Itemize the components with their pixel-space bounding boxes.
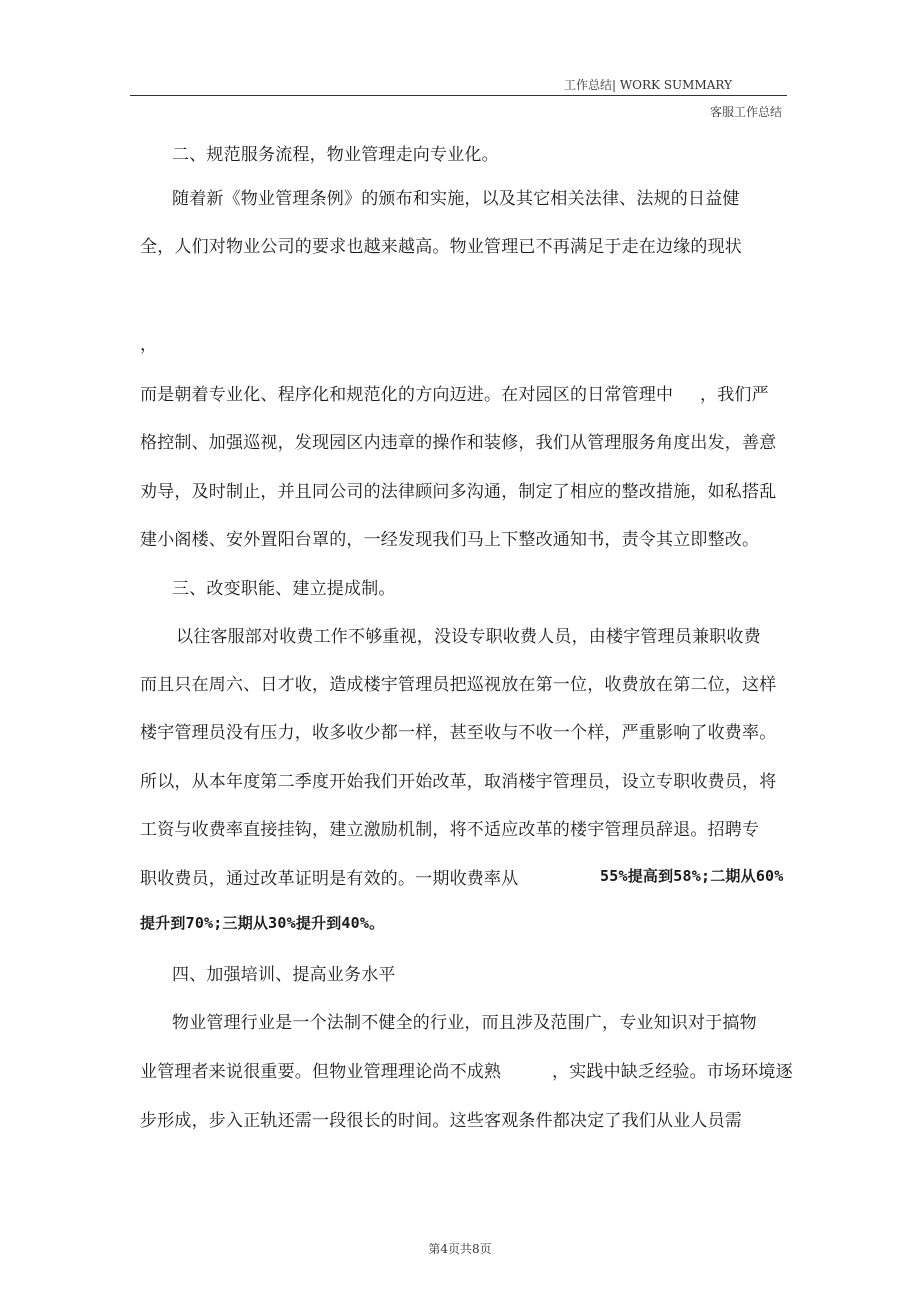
collection-rate-figures: 55%提高到58%;二期从60% xyxy=(600,867,784,885)
header-divider xyxy=(130,95,787,96)
header-title: 工作总结 xyxy=(563,78,612,92)
paragraph-line: 格控制、加强巡视，发现园区内违章的操作和装修，我们从管理服务角度出发，善意 xyxy=(140,433,777,453)
header-separator: | xyxy=(611,78,617,92)
header-title-en: WORK SUMMARY xyxy=(619,78,732,92)
section-heading-3: 三、改变职能、建立提成制。 xyxy=(172,579,396,599)
paragraph-line: 工资与收费率直接挂钩，建立激励机制，将不适应改革的楼宇管理员辞退。招聘专 xyxy=(140,820,760,840)
paragraph-line: ， xyxy=(140,335,158,355)
header-subtitle: 客服工作总结 xyxy=(709,105,782,119)
paragraph-line: ，我们严 xyxy=(700,385,769,405)
paragraph-line: 物业管理行业是一个法制不健全的行业，而且涉及范围广，专业知识对于搞物 xyxy=(172,1013,757,1033)
section-heading-2: 二、规范服务流程，物业管理走向专业化。 xyxy=(172,145,499,165)
page-header xyxy=(564,76,732,93)
paragraph-line: 以往客服部对收费工作不够重视，没设专职收费人员，由楼宇管理员兼职收费 xyxy=(176,627,761,647)
paragraph-line: 步形成，步入正轨还需一段很长的时间。这些客观条件都决定了我们从业人员需 xyxy=(140,1111,742,1131)
paragraph-line: 随着新《物业管理条例》的颁布和实施，以及其它相关法律、法规的日益健 xyxy=(172,189,740,209)
paragraph-line: 劝导，及时制止，并且同公司的法律顾问多沟通，制定了相应的整改措施，如私搭乱 xyxy=(140,482,777,502)
page-number: 第4页共8页 xyxy=(428,1242,492,1256)
paragraph-line: ，实践中缺乏经验。市场环境逐 xyxy=(552,1062,793,1082)
paragraph-line: 楼宇管理员没有压力，收多收少都一样，甚至收与不收一个样，严重影响了收费率。 xyxy=(140,723,777,743)
paragraph-line: 职收费员，通过改革证明是有效的。一期收费率从 xyxy=(140,869,519,889)
paragraph-line: 而是朝着专业化、程序化和规范化的方向迈进。在对园区的日常管理中 xyxy=(140,385,674,405)
paragraph-line: 业管理者来说很重要。但物业管理理论尚不成熟 xyxy=(140,1062,502,1082)
paragraph-line: 全，人们对物业公司的要求也越来越高。物业管理已不再满足于走在边缘的现状 xyxy=(140,237,742,257)
paragraph-line: 所以，从本年度第二季度开始我们开始改革，取消楼宇管理员，设立专职收费员，将 xyxy=(140,772,777,792)
paragraph-line: 而且只在周六、日才收，造成楼宇管理员把巡视放在第一位，收费放在第二位，这样 xyxy=(140,675,777,695)
paragraph-line: 建小阁楼、安外置阳台罩的，一经发现我们马上下整改通知书，责令其立即整改。 xyxy=(140,530,760,550)
section-heading-4: 四、加强培训、提高业务水平 xyxy=(172,965,396,985)
collection-rate-figures: 提升到70%;三期从30%提升到40%。 xyxy=(140,914,385,932)
